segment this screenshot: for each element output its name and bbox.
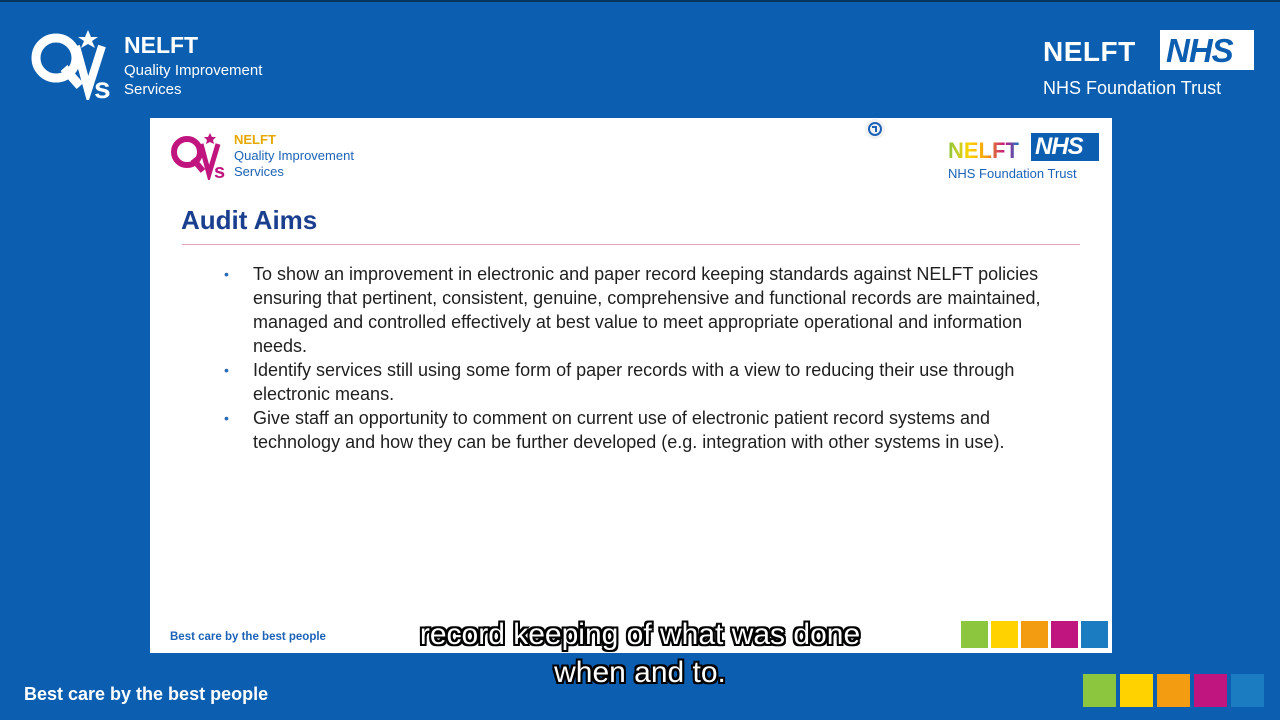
nhs-logo-text: NHS — [1166, 32, 1233, 69]
subtitle-line-2: when and to. — [554, 656, 726, 689]
slide-title: Audit Aims — [181, 205, 318, 235]
nhs-logo-trust: NHS Foundation Trust — [1043, 78, 1222, 98]
slide-qis-line1: Quality Improvement — [234, 148, 354, 163]
bullet-text: Identify services still using some form of paper records with a view to reducing their use through electronic means. — [253, 360, 1015, 404]
slide-nhs-nelft-text: NELFT — [948, 138, 1019, 163]
svg-text:s: s — [214, 161, 226, 180]
bullet-text: To show an improvement in electronic and paper record keeping standards against NELFT policies ensuring that pertinent, consistent, genuine, comprehensive and functional records are maintained, managed and controlled effectively at best value to meet appropriate operational and information needs. — [253, 264, 1041, 356]
bullet-item — [224, 262, 1064, 358]
bullet-icon: • — [224, 362, 229, 378]
bullet-list — [224, 262, 1064, 454]
slide-qis-line2: Services — [234, 164, 284, 179]
bullet-icon: • — [224, 410, 229, 426]
slide-nhs-nelft — [948, 138, 1019, 164]
slide-footer-tagline: Best care by the best people — [170, 631, 326, 643]
top-border — [0, 0, 1280, 2]
bullet-item — [224, 406, 1064, 454]
audio-icon[interactable] — [860, 118, 890, 144]
qis-logo-mark — [30, 28, 122, 100]
nhs-logo-nelft: NELFT — [1043, 36, 1136, 67]
bullet-item — [224, 358, 1064, 406]
slide-nhs-box — [1031, 133, 1099, 161]
slide-qis-nelft: NELFT — [234, 132, 276, 147]
qis-logo-line2: Services — [124, 81, 182, 98]
svg-text:s: s — [94, 72, 111, 100]
subtitle-line-1: record keeping of what was done — [419, 618, 861, 651]
bullet-icon: • — [224, 266, 229, 282]
qis-logo-nelft: NELFT — [124, 32, 199, 58]
title-divider — [182, 244, 1080, 245]
slide-qis-logo-mark — [170, 132, 234, 180]
nhs-logo-box — [1160, 30, 1254, 70]
slide-nhs-text: NHS — [1035, 133, 1083, 160]
slide — [150, 118, 1112, 653]
qis-logo-line1: Quality Improvement — [124, 62, 263, 79]
bullet-text: Give staff an opportunity to comment on current use of electronic patient record systems and technology and how they can be further developed (e.g. integration with other systems in use). — [253, 408, 1005, 452]
nhs-logo — [1040, 30, 1260, 100]
slide-nhs-trust: NHS Foundation Trust — [948, 166, 1077, 181]
qis-logo — [30, 28, 290, 104]
footer-tagline: Best care by the best people — [24, 684, 269, 704]
